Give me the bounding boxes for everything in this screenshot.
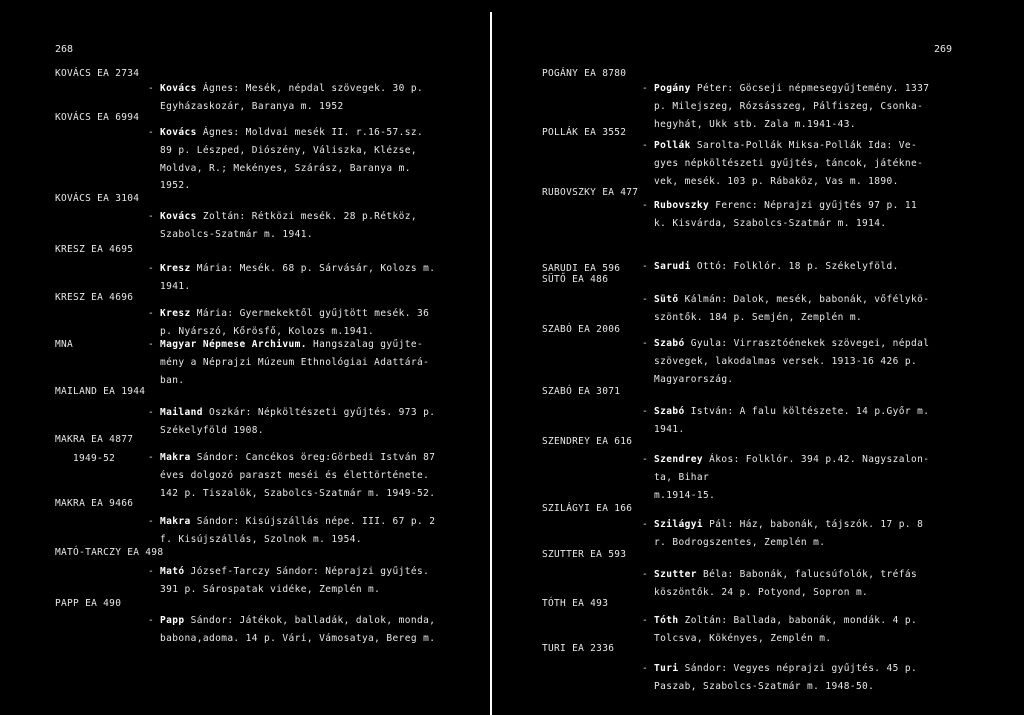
entry-author: Szilágyi xyxy=(654,519,703,530)
entry-line: f. Kisújszállás, Szolnok m. 1954. xyxy=(160,533,362,545)
entry-description xyxy=(148,449,435,502)
entry-author: Mailand xyxy=(160,407,203,418)
entry-author: Kovács xyxy=(160,127,197,138)
entry-dash: - xyxy=(642,261,649,272)
entry-author: Makra xyxy=(160,516,191,527)
entry-author: Kresz xyxy=(160,263,191,274)
entry-line: - Szendrey Ákos: Folklór. 394 p.42. Nagyszalon- xyxy=(642,451,929,469)
entry-description xyxy=(642,516,923,552)
entry-description xyxy=(148,336,429,389)
entry-dash: - xyxy=(148,615,155,626)
entry-description xyxy=(148,404,435,440)
entry-line: - Sütő Kálmán: Dalok, mesék, babonák, vőfélykö- xyxy=(642,291,929,309)
entry-line: - Makra Sándor: Kisújszállás népe. III. 67 p. 2 xyxy=(148,513,435,531)
entry-code: SZENDREY EA 616 xyxy=(542,436,633,447)
entry-line: - Pollák Sarolta-Pollák Miksa-Pollák Ida: Ve- xyxy=(642,137,923,155)
entry-line: - Szutter Béla: Babonák, falucsúfolók, tréfás xyxy=(642,566,917,584)
entry-description xyxy=(148,124,423,195)
entry-description xyxy=(642,335,929,388)
entry-line: - Kovács Ágnes: Moldvai mesék II. r.16-57.sz. xyxy=(148,124,423,142)
entry-author: Kovács xyxy=(160,211,197,222)
entry-line: 1941. xyxy=(160,280,191,292)
entry-author: Turi xyxy=(654,663,679,674)
entry-author: Mató xyxy=(160,566,185,577)
entry-code: MAKRA EA 9466 xyxy=(55,498,134,509)
entry-code: MAKRA EA 4877 xyxy=(55,434,134,445)
entry-author: Pogány xyxy=(654,83,691,94)
entry-dash: - xyxy=(642,569,649,580)
entry-line: - Kovács Zoltán: Rétközi mesék. 28 p.Rétköz, xyxy=(148,208,417,226)
entry-dash: - xyxy=(642,663,649,674)
entry-line: k. Kisvárda, Szabolcs-Szatmár m. 1914. xyxy=(654,217,887,229)
entry-line: - Sarudi Ottó: Folklór. 18 p. Székelyföld. xyxy=(642,258,899,276)
entry-line: 391 p. Sárospatak vidéke, Zemplén m. xyxy=(160,583,381,595)
entry-author: Sarudi xyxy=(654,261,691,272)
page-divider xyxy=(490,12,492,715)
entry-line: Moldva, R.; Mekényes, Szárász, Baranya m. xyxy=(160,162,411,174)
entry-line: p. Nyárszó, Kőrösfő, Kolozs m.1941. xyxy=(160,325,375,337)
page-number: 268 xyxy=(55,44,74,55)
entry-code: PAPP EA 490 xyxy=(55,598,122,609)
entry-line: - Szilágyi Pál: Ház, babonák, tájszók. 17 p. 8 xyxy=(642,516,923,534)
entry-dash: - xyxy=(148,452,155,463)
entry-line: hegyhát, Ukk stb. Zala m.1941-43. xyxy=(654,118,856,130)
entry-author: Szendrey xyxy=(654,454,703,465)
entry-dash: - xyxy=(148,516,155,527)
entry-line: - Rubovszky Ferenc: Néprajzi gyűjtés 97 p. 11 xyxy=(642,197,917,215)
entry-description xyxy=(642,612,917,648)
entry-line: éves dolgozó paraszt meséi és élettörténete. xyxy=(160,469,430,481)
entry-description xyxy=(642,451,929,504)
entry-dash: - xyxy=(642,338,649,349)
entry-author: Rubovszky xyxy=(654,200,710,211)
entry-code: KOVÁCS EA 3104 xyxy=(55,193,140,204)
entry-line: - Szabó István: A falu költészete. 14 p.Győr m. xyxy=(642,403,929,421)
entry-line: - Kovács Ágnes: Mesék, népdal szövegek. 30 p. xyxy=(148,80,423,98)
entry-author: Pollák xyxy=(654,140,691,151)
entry-description xyxy=(148,208,417,244)
entry-author: Szutter xyxy=(654,569,697,580)
entry-code: SZILÁGYI EA 166 xyxy=(542,503,633,514)
entry-line: 1941. xyxy=(654,423,685,435)
entry-code: MAILAND EA 1944 xyxy=(55,386,146,397)
entry-description xyxy=(642,403,929,439)
entry-author: Sütő xyxy=(654,294,679,305)
entry-code: KRESZ EA 4696 xyxy=(55,292,134,303)
entry-code: SZUTTER EA 593 xyxy=(542,549,627,560)
entry-author: Szabó xyxy=(654,338,685,349)
entry-description xyxy=(148,563,429,599)
entry-dash: - xyxy=(642,83,649,94)
entry-author: Magyar Népmese Archivum. xyxy=(160,339,307,350)
entry-date-range: 1949-52 xyxy=(73,453,116,464)
entry-dash: - xyxy=(642,454,649,465)
entry-line: - Szabó Gyula: Virrasztóénekek szövegei, népdal xyxy=(642,335,929,353)
entry-code: MATÓ-TARCZY EA 498 xyxy=(55,547,164,558)
entry-author: Szabó xyxy=(654,406,685,417)
entry-line: - Tóth Zoltán: Ballada, babonák, mondák. 4 p. xyxy=(642,612,917,630)
entry-code: TURI EA 2336 xyxy=(542,643,615,654)
entry-line: gyes népköltészeti gyűjtés, táncok, játékne- xyxy=(654,157,924,169)
entry-code: KOVÁCS EA 2734 xyxy=(55,68,140,79)
entry-line: - Papp Sándor: Játékok, balladák, dalok, monda, xyxy=(148,612,435,630)
entry-line: m.1914-15. xyxy=(654,489,716,501)
entry-author: Kresz xyxy=(160,308,191,319)
entry-line: Magyarország. xyxy=(654,373,734,385)
entry-description xyxy=(148,80,423,116)
entry-line: Paszab, Szabolcs-Szatmár m. 1948-50. xyxy=(654,680,875,692)
entry-dash: - xyxy=(642,519,649,530)
entry-dash: - xyxy=(642,406,649,417)
entry-description xyxy=(642,80,929,133)
entry-line: - Kresz Mária: Gyermekektől gyűjtött mesék. 36 xyxy=(148,305,429,323)
entry-line: - Turi Sándor: Vegyes néprajzi gyűjtés. 45 p. xyxy=(642,660,917,678)
entry-line: 1952. xyxy=(160,180,191,192)
entry-dash: - xyxy=(642,294,649,305)
entry-code: KRESZ EA 4695 xyxy=(55,244,134,255)
entry-description xyxy=(148,260,435,296)
entry-line: vek, mesék. 103 p. Rábaköz, Vas m. 1890. xyxy=(654,175,899,187)
entry-description xyxy=(642,137,923,190)
entry-dash: - xyxy=(148,407,155,418)
entry-description xyxy=(148,612,435,648)
entry-description xyxy=(148,513,435,549)
left-page xyxy=(0,0,490,715)
entry-line: - Pogány Péter: Göcseji népmesegyűjtemény. 1337 xyxy=(642,80,929,98)
entry-dash: - xyxy=(148,211,155,222)
entry-description xyxy=(642,566,917,602)
entry-description xyxy=(642,660,917,696)
entry-description xyxy=(642,258,899,276)
entry-line: babona,adoma. 14 p. Vári, Vámosatya, Bereg m. xyxy=(160,632,436,644)
entry-author: Kovács xyxy=(160,83,197,94)
entry-dash: - xyxy=(642,140,649,151)
entry-dash: - xyxy=(148,308,155,319)
entry-line: mény a Néprajzi Múzeum Ethnológiai Adattárá- xyxy=(160,356,430,368)
entry-line: Egyházaskozár, Baranya m. 1952 xyxy=(160,100,344,112)
entry-code: POGÁNY EA 8780 xyxy=(542,68,627,79)
entry-line: - Kresz Mária: Mesék. 68 p. Sárvásár, Kolozs m. xyxy=(148,260,435,278)
entry-dash: - xyxy=(148,127,155,138)
entry-line: - Magyar Népmese Archivum. Hangszalag gyűjte- xyxy=(148,336,429,354)
entry-line: Tolcsva, Kökényes, Zemplén m. xyxy=(654,632,832,644)
entry-author: Tóth xyxy=(654,615,679,626)
entry-line: Székelyföld 1908. xyxy=(160,424,265,436)
entry-code: SÜTŐ EA 486 xyxy=(542,274,609,285)
entry-description xyxy=(642,291,929,327)
entry-code: POLLÁK EA 3552 xyxy=(542,127,627,138)
entry-dash: - xyxy=(642,615,649,626)
entry-code: KOVÁCS EA 6994 xyxy=(55,112,140,123)
entry-line: köszöntők. 24 p. Potyond, Sopron m. xyxy=(654,586,869,598)
entry-dash: - xyxy=(148,263,155,274)
entry-line: ban. xyxy=(160,374,185,386)
entry-line: - Makra Sándor: Cancékos öreg:Görbedi István 87 xyxy=(148,449,435,467)
entry-author: Papp xyxy=(160,615,185,626)
entry-code: SZABÓ EA 2006 xyxy=(542,324,621,335)
entry-code: TÓTH EA 493 xyxy=(542,598,609,609)
entry-line: ta, Bihar xyxy=(654,471,710,483)
page-number: 269 xyxy=(934,44,953,55)
entry-line: szövegek, lakodalmas versek. 1913-16 426 p. xyxy=(654,355,918,367)
right-page xyxy=(494,0,1024,715)
entry-dash: - xyxy=(642,200,649,211)
entry-dash: - xyxy=(148,83,155,94)
entry-dash: - xyxy=(148,339,155,350)
entry-line: - Mailand Oszkár: Népköltészeti gyűjtés. 973 p. xyxy=(148,404,435,422)
entry-code: RUBOVSZKY EA 477 xyxy=(542,187,639,198)
entry-line: p. Milejszeg, Rózsásszeg, Pálfiszeg, Csonka- xyxy=(654,100,924,112)
entry-line: szöntők. 184 p. Semjén, Zemplén m. xyxy=(654,311,863,323)
entry-line: - Mató József-Tarczy Sándor: Néprajzi gyűjtés. xyxy=(148,563,429,581)
entry-code: SZABÓ EA 3071 xyxy=(542,386,621,397)
entry-code: SARUDI EA 596 xyxy=(542,263,621,274)
entry-line: Szabolcs-Szatmár m. 1941. xyxy=(160,228,313,240)
entry-line: 142 p. Tiszalök, Szabolcs-Szatmár m. 1949-52. xyxy=(160,487,436,499)
entry-line: r. Bodrogszentes, Zemplén m. xyxy=(654,536,826,548)
entry-line: 89 p. Lészped, Diószény, Váliszka, Klézse, xyxy=(160,144,418,156)
entry-dash: - xyxy=(148,566,155,577)
entry-description xyxy=(642,197,917,233)
entry-code: MNA xyxy=(55,339,74,350)
entry-author: Makra xyxy=(160,452,191,463)
